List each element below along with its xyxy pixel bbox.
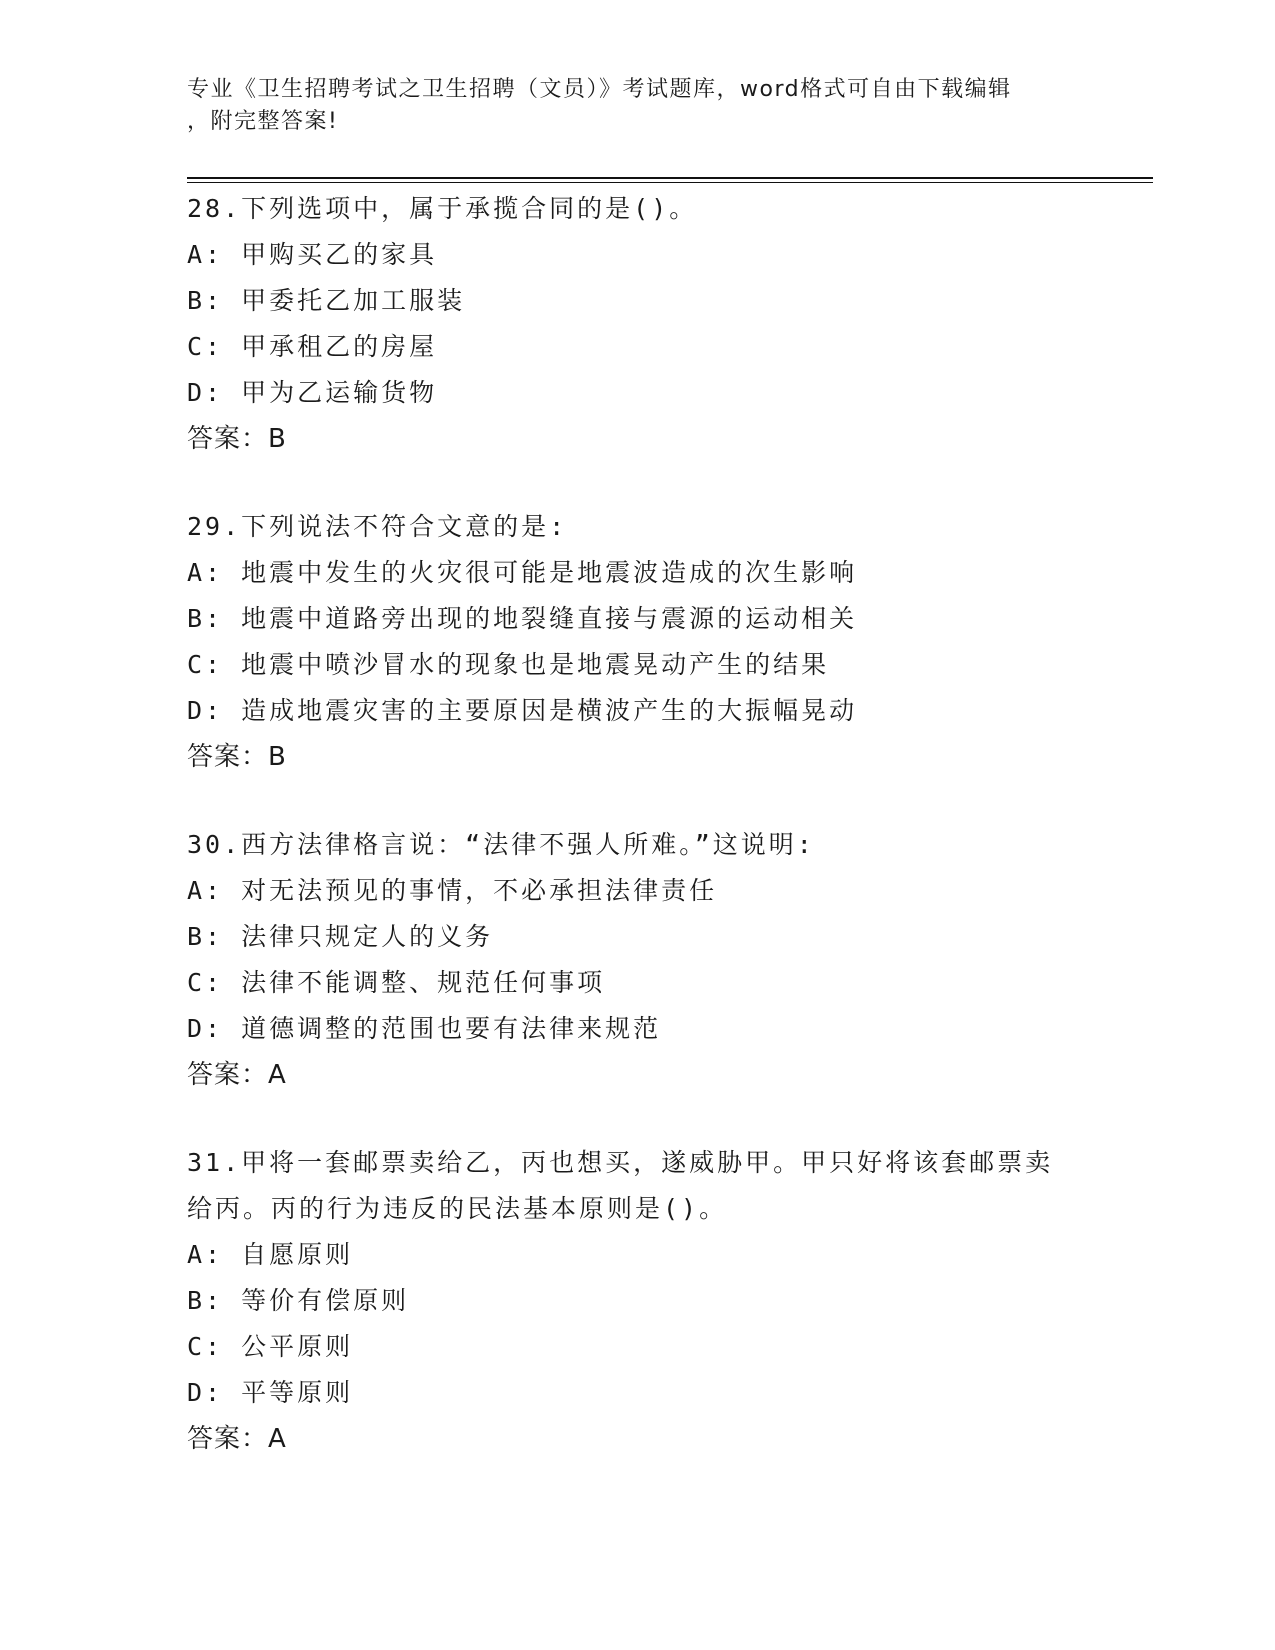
document-header [187,74,1087,138]
option-b: B: 法律只规定人的义务 [187,922,494,951]
option-b: B: 甲委托乙加工服装 [187,286,466,315]
option-a: A: 自愿原则 [187,1240,354,1269]
option-b: B: 地震中道路旁出现的地裂缝直接与震源的运动相关 [187,604,858,633]
option-a: A: 甲购买乙的家具 [187,240,438,269]
option-c: C: 甲承租乙的房屋 [187,332,438,361]
option-b: B: 等价有偿原则 [187,1286,410,1315]
header-line-1: 专业《卫生招聘考试之卫生招聘（文员）》考试题库，word格式可自由下载编辑 [187,77,1012,102]
option-a: A: 地震中发生的火灾很可能是地震波造成的次生影响 [187,558,858,587]
option-c: C: 法律不能调整、规范任何事项 [187,968,606,997]
option-d: D: 造成地震灾害的主要原因是横波产生的大振幅晃动 [187,696,858,725]
option-c: C: 地震中喷沙冒水的现象也是地震晃动产生的结果 [187,650,830,679]
answer-line: 答案：A [187,1060,287,1090]
answer-line: 答案：B [187,424,287,454]
question-stem-line-1: 31.甲将一套邮票卖给乙，丙也想买，遂威胁甲。甲只好将该套邮票卖 [187,1148,1054,1177]
question-28 [187,186,1087,462]
question-stem-line-2: 给丙。丙的行为违反的民法基本原则是()。 [187,1194,728,1223]
option-d: D: 平等原则 [187,1378,354,1407]
option-a: A: 对无法预见的事情，不必承担法律责任 [187,876,718,905]
question-stem: 30.西方法律格言说：“法律不强人所难。”这说明: [187,830,815,859]
question-stem: 28.下列选项中，属于承揽合同的是()。 [187,194,698,223]
answer-line: 答案：A [187,1424,287,1454]
question-29 [187,504,1087,780]
answer-line: 答案：B [187,742,287,772]
option-c: C: 公平原则 [187,1332,354,1361]
header-line-2: ，附完整答案! [187,109,339,134]
option-d: D: 甲为乙运输货物 [187,378,438,407]
question-stem: 29.下列说法不符合文意的是: [187,512,568,541]
question-30 [187,822,1087,1098]
question-31 [187,1140,1087,1462]
header-rule-thin [187,182,1153,183]
option-d: D: 道德调整的范围也要有法律来规范 [187,1014,662,1043]
header-rule-thick [187,177,1153,179]
